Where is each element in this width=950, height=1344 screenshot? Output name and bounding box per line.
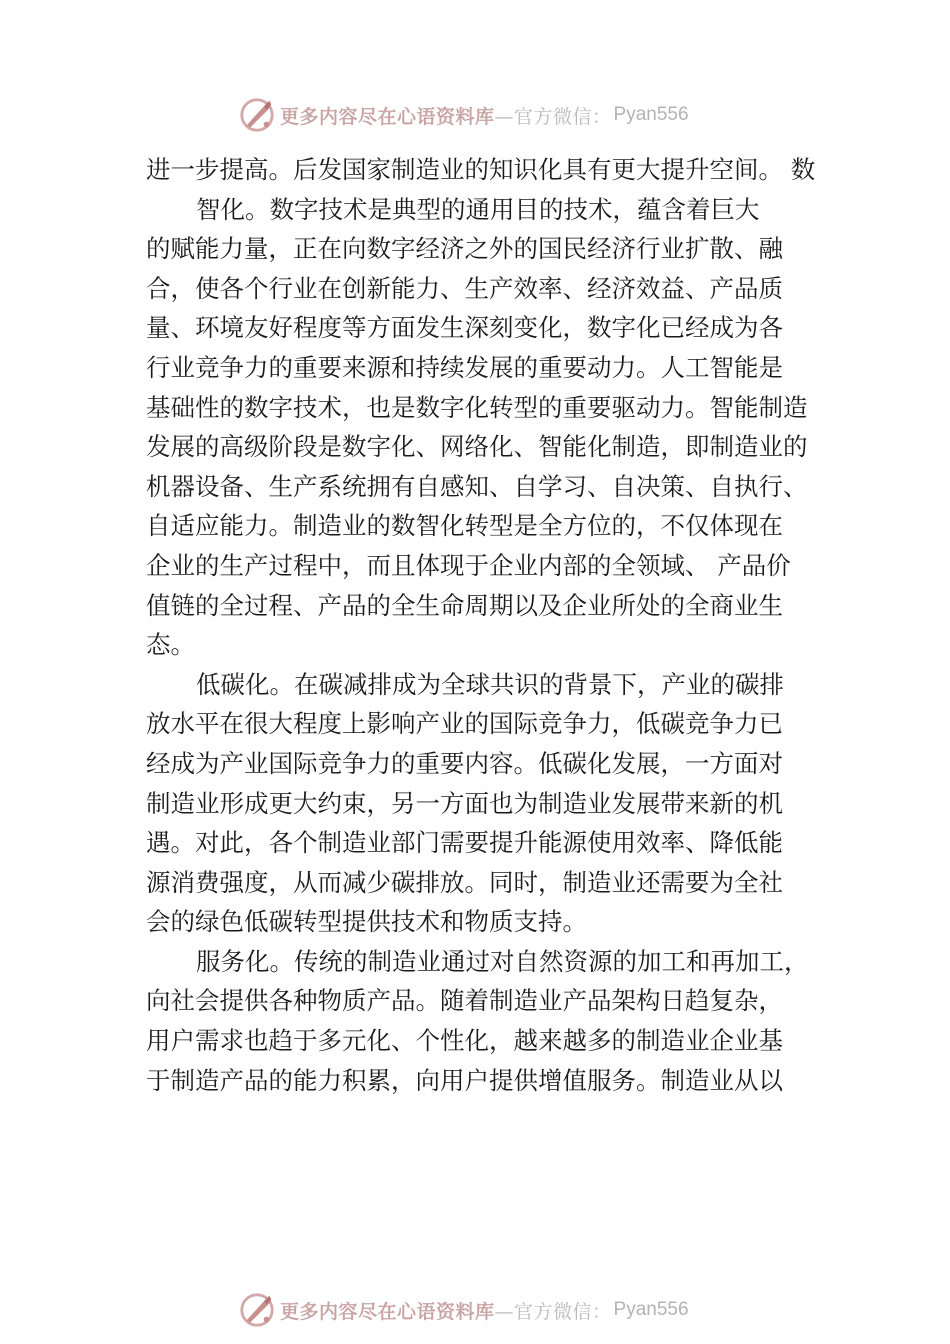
text-line: 用户需求也趋于多元化、个性化，越来越多的制造业企业基 <box>146 1026 783 1056</box>
document-body <box>146 150 818 1100</box>
pen-logo-icon <box>238 96 276 134</box>
text-line: 的赋能力量，正在向数字经济之外的国民经济行业扩散、融 <box>146 234 783 264</box>
text-line: 值链的全过程、产品的全生命周期以及企业所处的全商业生 <box>146 590 783 620</box>
text-line: 机器设备、生产系统拥有自感知、自学习、自决策、自执行、 <box>146 471 808 501</box>
text-line: 自适应能力。制造业的数智化转型是全方位的，不仅体现在 <box>146 511 783 541</box>
watermark-wechat-id: Pyan556 <box>613 104 689 125</box>
text-line: 放水平在很大程度上影响产业的国际竞争力，低碳竞争力已 <box>146 709 783 739</box>
text-line: 源消费强度，从而减少碳排放。同时，制造业还需要为全社 <box>146 867 783 897</box>
text-line: 经成为产业国际竞争力的重要内容。低碳化发展，一方面对 <box>146 748 783 778</box>
watermark-text: 更多内容尽在心语资料库 <box>280 105 495 128</box>
header-watermark <box>238 95 689 135</box>
text-line: 量、环境友好程度等方面发生深刻变化，数字化已经成为各 <box>146 313 783 343</box>
text-line: 制造业形成更大约束，另一方面也为制造业发展带来新的机 <box>146 788 783 818</box>
text-line: 低碳化。在碳减排成为全球共识的背景下，产业的碳排 <box>196 669 784 699</box>
text-line: 基础性的数字技术，也是数字化转型的重要驱动力。智能制造 <box>146 392 808 422</box>
text-line: 于制造产品的能力积累，向用户提供增值服务。制造业从以 <box>146 1065 783 1095</box>
text-line: 行业竞争力的重要来源和持续发展的重要动力。人工智能是 <box>146 352 783 382</box>
text-line: 企业的生产过程中，而且体现于企业内部的全领域、 产品价 <box>146 550 791 580</box>
text-line: 进一步提高。后发国家制造业的知识化具有更大提升空间。 数 <box>146 155 816 184</box>
text-line: 会的绿色低碳转型提供技术和物质支持。 <box>146 907 587 937</box>
footer-watermark <box>238 1290 689 1330</box>
pen-logo-icon <box>238 1291 276 1329</box>
text-line: 态。 <box>146 630 195 660</box>
watermark-wechat-id: Pyan556 <box>613 1299 689 1320</box>
text-line: 发展的高级阶段是数字化、网络化、智能化制造，即制造业的 <box>146 432 808 462</box>
watermark-separator: —官方微信： <box>494 105 612 128</box>
text-line: 合，使各个行业在创新能力、生产效率、经济效益、产品质 <box>146 273 783 303</box>
text-line: 向社会提供各种物质产品。随着制造业产品架构日趋复杂， <box>146 986 783 1016</box>
watermark-separator: —官方微信： <box>494 1300 612 1323</box>
text-line: 服务化。传统的制造业通过对自然资源的加工和再加工， <box>196 946 809 976</box>
watermark-text: 更多内容尽在心语资料库 <box>280 1300 495 1323</box>
text-line: 智化。数字技术是典型的通用目的技术，蕴含着巨大 <box>196 194 760 224</box>
text-line: 遇。对此，各个制造业部门需要提升能源使用效率、降低能 <box>146 828 783 858</box>
